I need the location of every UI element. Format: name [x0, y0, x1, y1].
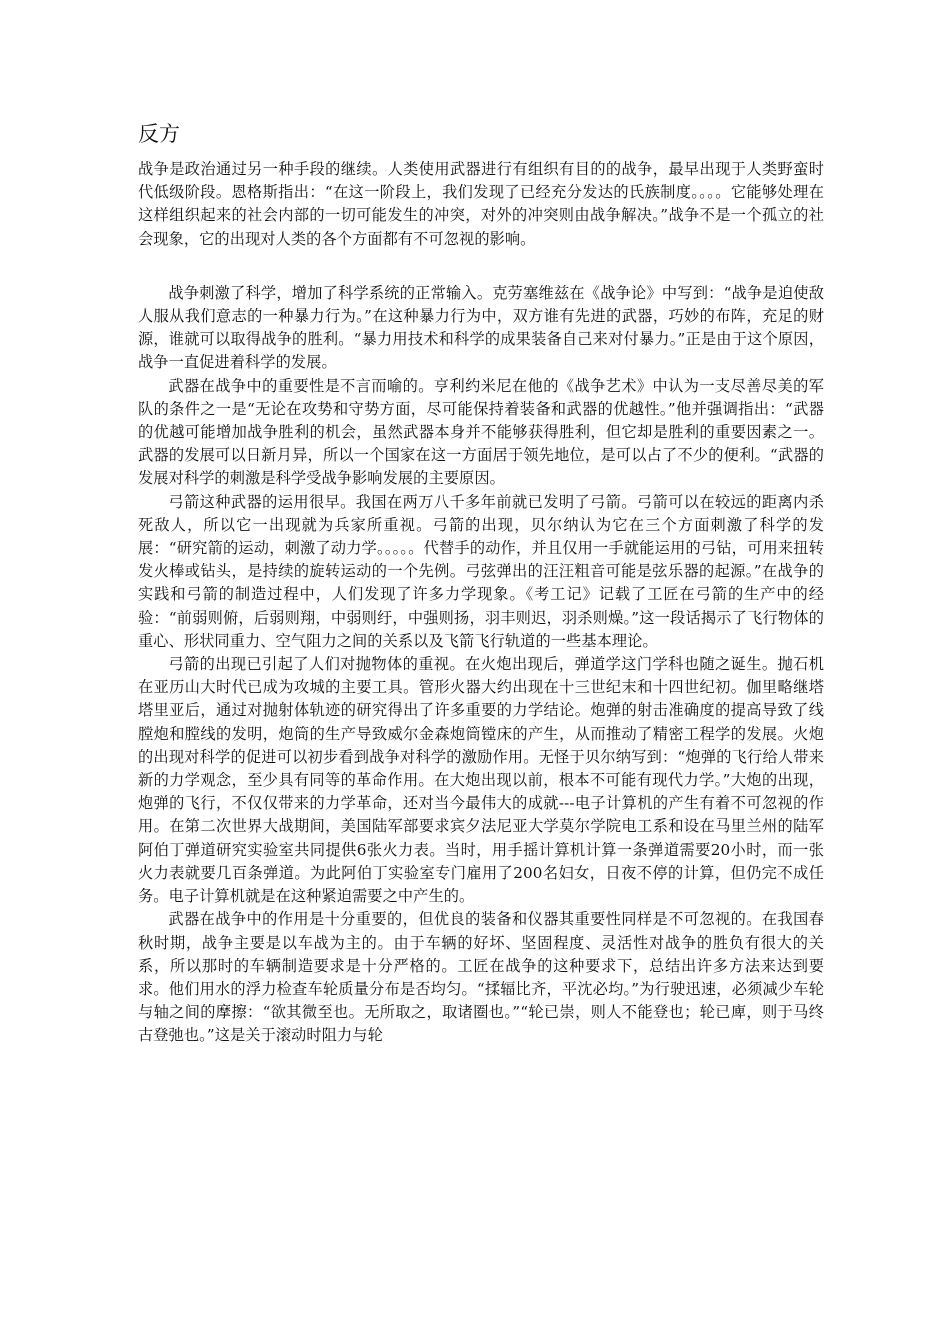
body-paragraph: 武器在战争中的重要性是不言而喻的。亨利约米尼在他的《战争艺术》中认为一支尽善尽美的军队的条件之一是“无论在攻势和守势方面，尽可能保持着装备和武器的优越性。”他并强调指出：“武器的优越可能增加战争胜利的机会，虽然武器本身并不能够获得胜利，但它却是胜利的重要因素之一。武器的发展可以日新月异，所以一个国家在这一方面居于领先地位，是可以占了不少的便利。“武器的发展对科学的刺激是科学受战争影响发展的主要原因。: [138, 376, 824, 488]
body-paragraph: 弓箭这种武器的运用很早。我国在两万八千多年前就已发明了弓箭。弓箭可以在较远的距离内杀死敌人，所以它一出现就为兵家所重视。弓箭的出现，贝尔纳认为它在三个方面刺激了科学的发展：“研究箭的运动，刺激了动力学。。。。。代替手的动作，并且仅用一手就能运用的弓钻，可用来扭转发火棒或钻头，是持续的旋转运动的一个先例。弓弦弹出的汪汪粗音可能是弦乐器的起源。”在战争的实践和弓箭的制造过程中，人们发现了许多力学现象。《考工记》记载了工匠在弓箭的生产中的经验：“前弱则俯，后弱则翔，中弱则纡，中强则扬，羽丰则迟，羽杀则燥。”这一段话揭示了飞行物体的重心、形状同重力、空气阻力之间的关系以及飞箭飞行轨道的一些基本理论。: [138, 492, 824, 650]
document-title: 反方: [138, 122, 180, 146]
body-paragraph: 武器在战争中的作用是十分重要的，但优良的装备和仪器其重要性同样是不可忽视的。在我国春秋时期，战争主要是以车战为主的。由于车辆的好坏、坚固程度、灵活性对战争的胜负有很大的关系，所以那时的车辆制造要求是十分严格的。工匠在战争的这种要求下，总结出许多方法来达到要求。他们用水的浮力检查车轮质量分布是否均匀。“揉辐比齐，平沈必均。”为行驶迅速，必须减少车轮与轴之间的摩擦：“欲其微至也。无所取之，取诸圈也。”“轮已崇，则人不能登也；轮已庳，则于马终古登弛也。”这是关于滚动时阻力与轮: [138, 910, 824, 1045]
document-page: [138, 116, 824, 1048]
body-paragraph: 弓箭的出现已引起了人们对抛物体的重视。在火炮出现后，弹道学这门学科也随之诞生。抛石机在亚历山大时代已成为攻城的主要工具。管形火器大约出现在十三世纪末和十四世纪初。伽里略继塔塔里亚后，通过对抛射体轨迹的研究得出了许多重要的力学结论。炮弹的射击准确度的提高导致了线膛炮和膛线的发明，炮筒的生产导致威尔金森炮筒镗床的产生，从而推动了精密工程学的发展。火炮的出现对科学的促进可以初步看到战争对科学的激励作用。无怪于贝尔纳写到：“炮弹的飞行给人带来新的力学观念，至少具有同等的革命作用。在大炮出现以前，根本不可能有现代力学。”大炮的出现，炮弹的飞行，不仅仅带来的力学革命，还对当今最伟大的成就---电子计算机的产生有着不可忽视的作用。在第二次世界大战期间，美国陆军部要求宾夕法尼亚大学莫尔学院电工系和设在马里兰州的陆军阿伯丁弹道研究实验室共同提供6张火力表。当时，用手摇计算机计算一条弹道需要20小时，而一张火力表就要几百条弹道。为此阿伯丁实验室专门雇用了200名妇女，日夜不停的计算，但仍完不成任务。电子计算机就是在这种紧迫需要之中产生的。: [138, 655, 824, 906]
body-paragraph: 战争刺激了科学，增加了科学系统的正常输入。克劳塞维兹在《战争论》中写到：“战争是迫使敌人服从我们意志的一种暴力行为。”在这种暴力行为中，双方谁有先进的武器，巧妙的布阵，充足的财源，谁就可以取得战争的胜利。“暴力用技术和科学的成果装备自己来对付暴力。”正是由于这个原因，战争一直促进着科学的发展。: [138, 283, 824, 372]
intro-paragraph: 战争是政治通过另一种手段的继续。人类使用武器进行有组织有目的的战争，最早出现于人类野蛮时代低级阶段。恩格斯指出：“在这一阶段上，我们发现了已经充分发达的氏族制度。。。。它能够处理在这样组织起来的社会内部的一切可能发生的冲突，对外的冲突则由战争解决。”战争不是一个孤立的社会现象，它的出现对人类的各个方面都有不可忽视的影响。: [138, 160, 824, 248]
